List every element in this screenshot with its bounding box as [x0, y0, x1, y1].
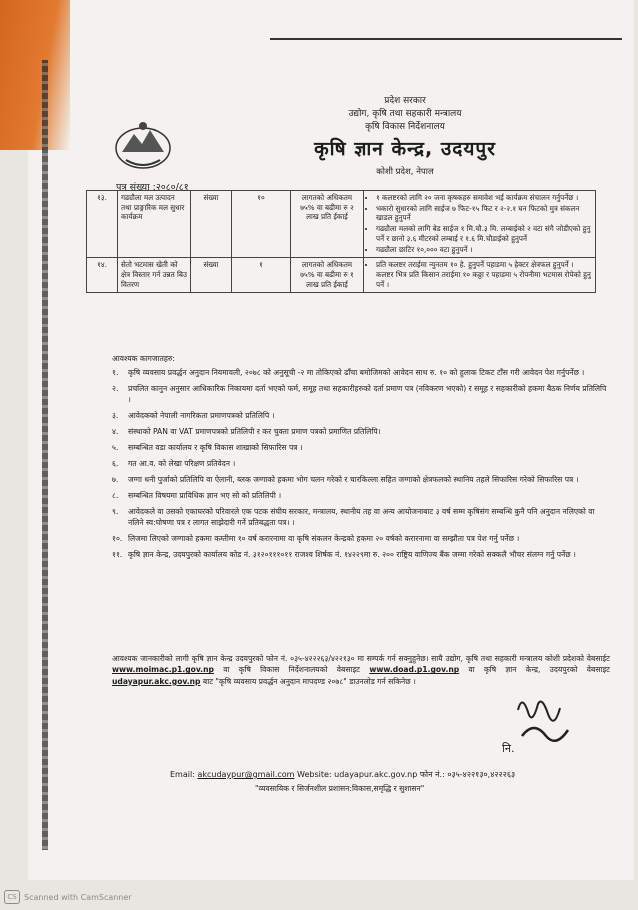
program-qty: १ — [232, 258, 291, 293]
reference-number: पत्र संख्या :२०८०/८१ — [116, 182, 189, 193]
item-number: ७. — [112, 475, 119, 484]
office-website-link[interactable]: udayapur.akc.gov.np — [112, 676, 201, 686]
nepal-emblem-icon — [112, 118, 174, 172]
header-ministry: उद्योग, कृषि तथा सहकारी मन्त्रालय — [348, 109, 462, 119]
item-text: सम्बन्धित विषयमा प्राविधिक ज्ञान भए सो को प्रतिलिपी । — [128, 491, 282, 500]
header-gov: प्रदेश सरकार — [384, 96, 426, 106]
item-text: संस्थाको PAN वा VAT प्रमाणपत्रको प्रतिलिपी र कर चुक्ता प्रमाण पत्रको प्रमाणित प्रतिलिपि। — [128, 427, 381, 436]
list-item — [112, 367, 610, 378]
program-cost: लागतको अधिकतम ७५% वा बढीमा रु २ लाख प्रति ईकाई — [291, 191, 364, 258]
item-number: ३. — [112, 411, 119, 420]
condition-item: • गढ्यौला छाटिर १०,००० वटा हुनुपर्ने । — [376, 245, 592, 255]
header-rule — [270, 38, 622, 40]
condition-item: • १ कलष्टरको लागि २० जना कृषकहरु समावेश भई कार्यक्रम संचालन गर्नुपर्नेछ । — [376, 193, 592, 203]
condition-item: • गढ्यौला मलको लागि बेड साईज १ मि.चौ.३ मि. लम्बाईको २ वटा संगै जोडीएको हुनु पर्ने र छानो ३.६ मीटरको लम्बाई र १.६ मि.चौडाईको हुनुपर्ने — [376, 224, 592, 243]
scanner-text: Scanned with CamScanner — [24, 892, 132, 902]
list-item — [112, 426, 610, 437]
phone-text: फोन नं.: ०३५-४२२१३०,४२२२६३ — [419, 770, 516, 779]
signature-icon — [498, 690, 580, 762]
program-conditions — [364, 258, 596, 293]
program-cost: लागतको अधिकतम ७५% वा बढीमा रु १ लाख प्रति ईकाई — [291, 258, 364, 293]
item-number: १. — [112, 368, 119, 377]
item-text: कृषि व्यवसाय प्रवर्द्धन अनुदान नियमावली, २०७८ को अनुसूची -२ मा तोकिएको ढाँचा बमोजिमको आवेदन साथ रु. १० को हुलाक टिकट टाँस गरी आवेदन पेश गर्नुपर्नेछ । — [128, 368, 585, 377]
item-number: ९. — [112, 507, 119, 516]
contact-text: बाट "कृषि व्यवसाय प्रवर्द्धन अनुदान मापदण्ड २०७८" डाउनलोड गर्न सकिनेछ । — [202, 676, 416, 686]
item-number: ११. — [112, 550, 123, 559]
program-unit: संख्या — [191, 258, 232, 293]
table-row — [87, 258, 596, 293]
item-number: ५. — [112, 443, 119, 452]
list-item — [112, 533, 610, 544]
row-sn: १३. — [87, 191, 118, 258]
condition-item: • प्रति कलष्टर तराईमा न्युनतम १० हे. हुनुपर्ने पहाडमा ५ हेक्टर क्षेत्रफल हुनुपर्ने । कलष्टर भित्र प्रति किसान तराईमा १० कठ्ठा र पहाडमा ५ रोपनीमा भटमास रोपेको हुनु पर्ने । — [376, 260, 592, 289]
list-item — [112, 383, 610, 405]
item-number: १०. — [112, 534, 123, 543]
contact-paragraph — [112, 653, 610, 687]
list-item — [112, 442, 610, 453]
item-text: लिजमा लिएको जग्गाको हकमा कम्तीमा १० वर्ष करारनामा वा कृषि संकलन केन्द्रको हकमा २० वर्षको करारनामा वा सम्झौता पत्र पेश गर्नु पर्नेछ । — [128, 534, 520, 543]
item-text: कृषि ज्ञान केन्द्र, उदयपुरको कार्यालय कोड नं. ३१२०१११०११ राजश्व शिर्षक नं. १४२२९मा रु. २०० राष्ट्रिय वाणिज्य बैंक जम्मा गरेको सक्कलै भौचर संलग्न गर्नु पर्नेछ । — [128, 550, 576, 559]
list-item — [112, 410, 610, 421]
footer-slogan: "व्यवसायिक र सिर्जनशील प्रशासन:विकास,समृद्धि र सुशासन" — [255, 784, 425, 793]
program-name: गढ्यौला मल उत्पादन तथा प्राङ्गारिक मल सुधार कार्यक्रम — [118, 191, 191, 258]
directorate-website-link[interactable]: www.doad.p1.gov.np — [369, 665, 460, 675]
program-conditions — [364, 191, 596, 258]
orange-edge — [0, 0, 70, 150]
contact-text: वा कृषि विकास निर्देशनालयको वेबसाइट — [223, 665, 361, 675]
item-text: गत आ.व. को लेखा परिक्षण प्रतिवेदन । — [128, 459, 236, 468]
program-qty: १० — [232, 191, 291, 258]
contact-text: वा कृषि ज्ञान केन्द्र, उदयपुरको वेबसाइट — [468, 665, 610, 675]
table-row — [87, 191, 596, 258]
binding-spine — [42, 60, 48, 850]
item-number: २. — [112, 384, 119, 393]
program-table — [86, 190, 596, 293]
item-number: ६. — [112, 459, 119, 468]
header-address: कोशी प्रदेश, नेपाल — [376, 167, 434, 177]
item-text: सम्बन्धित वडा कार्यालय र कृषि विकास शाखाको सिफारिस पत्र । — [128, 443, 303, 452]
program-name: सेतो भटमास खेती को क्षेत्र विस्तार गर्न उन्नत बिउ वितरण — [118, 258, 191, 293]
list-item — [112, 549, 610, 560]
required-documents — [112, 353, 610, 565]
item-number: ८. — [112, 491, 119, 500]
program-unit: संख्या — [191, 191, 232, 258]
list-item — [112, 506, 610, 528]
documents-title: आवश्यक कागजातहरु: — [112, 354, 175, 363]
item-text: आवेदकले वा उसको एकाघरको परिवारले एक पटक संघीय सरकार, मन्त्रालय, स्थानीय तह वा अन्य आयोजनाबाट ३ वर्ष सम्म कृषिसंग सम्बन्धि कुनै पनि अनुदान नलिएको वा नलिने स्व:घोषणा पत्र र लागत साझेदारी गर्ने प्रतिबद्धता पत्र। । — [128, 507, 595, 527]
condition-item: • भकारो सुधारको लागि साईज ७ फिट-१५ फिट र २-२.१ घन फिटको मुत्र संकलन खाडल हुनुपर्ने — [376, 204, 592, 223]
email-label: Email: — [170, 770, 195, 779]
header-office: कृषि ज्ञान केन्द्र, उदयपुर — [314, 138, 496, 160]
email-link[interactable]: akcudaypur@gmail.com — [197, 770, 295, 779]
scanner-watermark — [4, 890, 132, 904]
website-link[interactable]: udayapur.akc.gov.np — [334, 770, 418, 779]
footer-contact — [170, 769, 515, 780]
item-text: प्रचलित कानुन अनुसार आधिकारिक निकायमा दर्ता भएको फर्म, समूह तथा सहकारीहरुको दर्ता प्रमाण पत्र (नविकरण भएको) र समूह र सहकारीको हकमा बैठक निर्णय प्रतिलिपि । — [128, 384, 607, 404]
item-number: ४. — [112, 427, 119, 436]
camscanner-icon: CS — [4, 890, 20, 904]
list-item — [112, 474, 610, 485]
website-label: Website: — [297, 770, 332, 779]
ministry-website-link[interactable]: www.moimac.p1.gov.np — [112, 665, 214, 675]
header-directorate: कृषि विकास निर्देशनालय — [365, 122, 445, 132]
item-text: आवेदकको नेपाली नागरिकता प्रमाणपत्रको प्रतिलिपि । — [128, 411, 275, 420]
signature-label: नि. — [502, 742, 515, 755]
list-item — [112, 490, 610, 501]
list-item — [112, 458, 610, 469]
contact-text: आवश्यक जानकारीको लागी कृषि ज्ञान केन्द्र उदयपुरको फोन नं. ०३५-४२२२६३/४२२१३० मा सम्पर्क गर्न सक्नुहुनेछ। सायै उद्योग, कृषि तथा सहकारी मन्त्रालय कोशी प्रदेशको वेबसाईट — [112, 654, 610, 663]
item-text: जग्गा धनी पुर्जाको प्रतिलिपि वा ऐलानी, ब्लक जग्गाको हकमा भोग चलन गरेको र चारकिल्ला सहित जग्गाको क्षेत्रफलको स्थानिय तहले सिफारिस गरेको सिफारिस पत्र । — [128, 475, 579, 484]
row-sn: १४. — [87, 258, 118, 293]
